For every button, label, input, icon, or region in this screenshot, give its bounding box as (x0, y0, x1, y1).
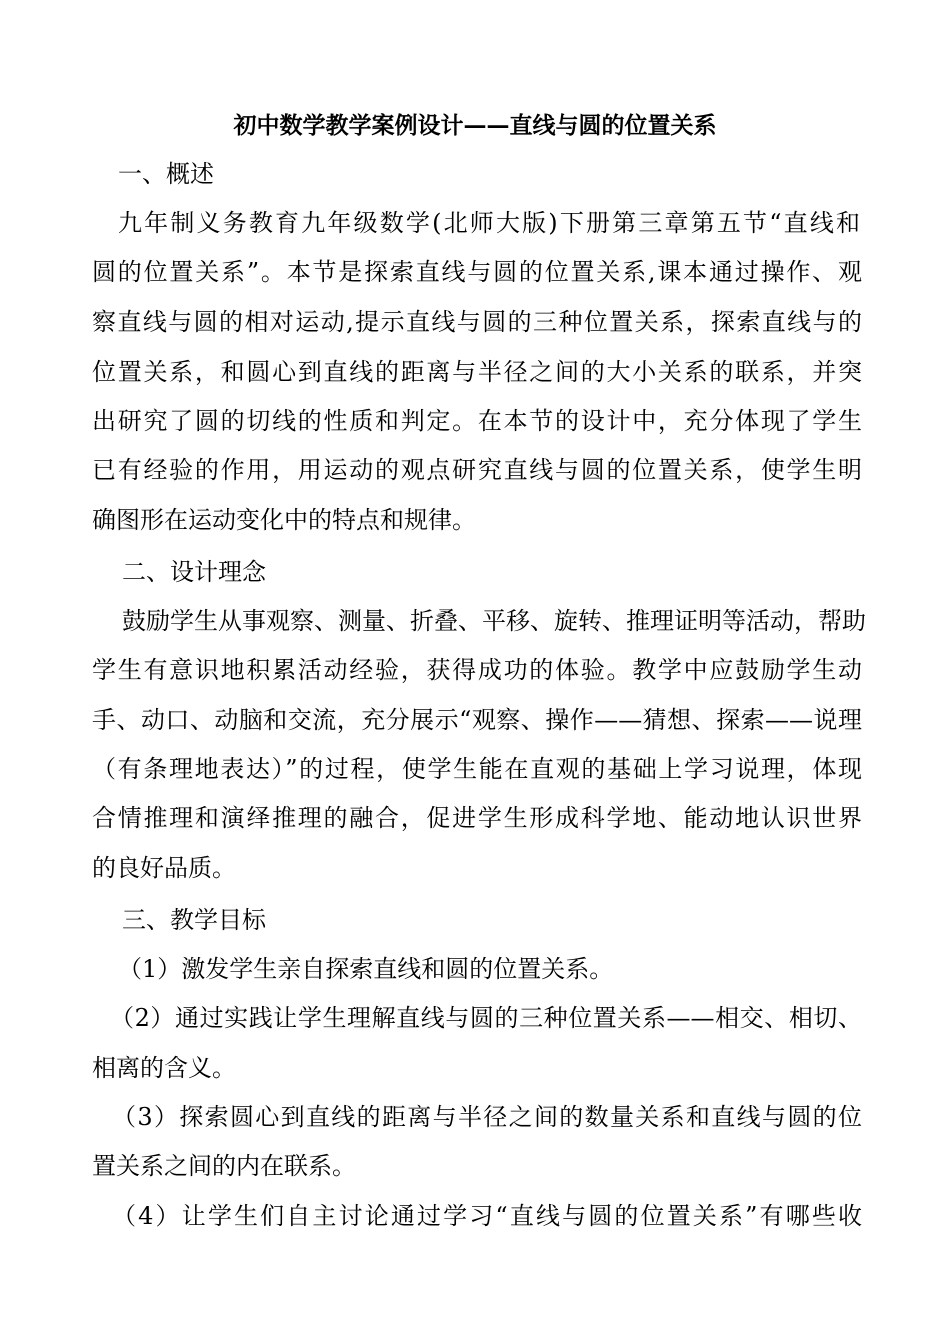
paragraph-line: 学生有意识地积累活动经验，获得成功的体验。教学中应鼓励学生动 (92, 656, 862, 684)
paragraph-line: 相离的含义。 (92, 1054, 236, 1082)
paragraph-line: 出研究了圆的切线的性质和判定。在本节的设计中，充分体现了学生 (92, 407, 862, 435)
paragraph-line: （有条理地表达）”的过程，使学生能在直观的基础上学习说理，体现 (92, 755, 862, 783)
goal-item: （3）探索圆心到直线的距离与半径之间的数量关系和直线与圆的位 (112, 1103, 862, 1131)
paragraph-line: 手、动口、动脑和交流，充分展示“观察、操作——猜想、探索——说理 (92, 706, 862, 734)
goal-item: （2）通过实践让学生理解直线与圆的三种位置关系——相交、相切、 (110, 1004, 862, 1032)
section-heading-overview: 一、概述 (118, 160, 214, 188)
paragraph-line: 已有经验的作用，用运动的观点研究直线与圆的位置关系，使学生明 (92, 456, 862, 484)
paragraph-line: 鼓励学生从事观察、测量、折叠、平移、旋转、推理证明等活动，帮助 (122, 607, 866, 635)
paragraph-line: 位置关系，和圆心到直线的距离与半径之间的大小关系的联系，并突 (92, 358, 862, 386)
paragraph-line: 察直线与圆的相对运动,提示直线与圆的三种位置关系，探索直线与的 (92, 308, 862, 336)
paragraph-line: 圆的位置关系”。本节是探索直线与圆的位置关系,课本通过操作、观 (92, 258, 862, 286)
paragraph-line: 合情推理和演绎推理的融合，促进学生形成科学地、能动地认识世界 (92, 804, 862, 832)
section-heading-teaching-goals: 三、教学目标 (122, 906, 266, 934)
paragraph-line: 置关系之间的内在联系。 (92, 1152, 356, 1180)
paragraph-line: 的良好品质。 (92, 854, 236, 882)
section-heading-design-concept: 二、设计理念 (122, 558, 266, 586)
document-title: 初中数学教学案例设计——直线与圆的位置关系 (233, 112, 717, 139)
goal-item: （4）让学生们自主讨论通过学习“直线与圆的位置关系”有哪些收 (112, 1202, 862, 1230)
goal-item: （1）激发学生亲自探索直线和圆的位置关系。 (118, 955, 614, 983)
paragraph-line: 确图形在运动变化中的特点和规律。 (92, 506, 476, 534)
paragraph-line: 九年制义务教育九年级数学(北师大版)下册第三章第五节“直线和 (118, 209, 860, 237)
